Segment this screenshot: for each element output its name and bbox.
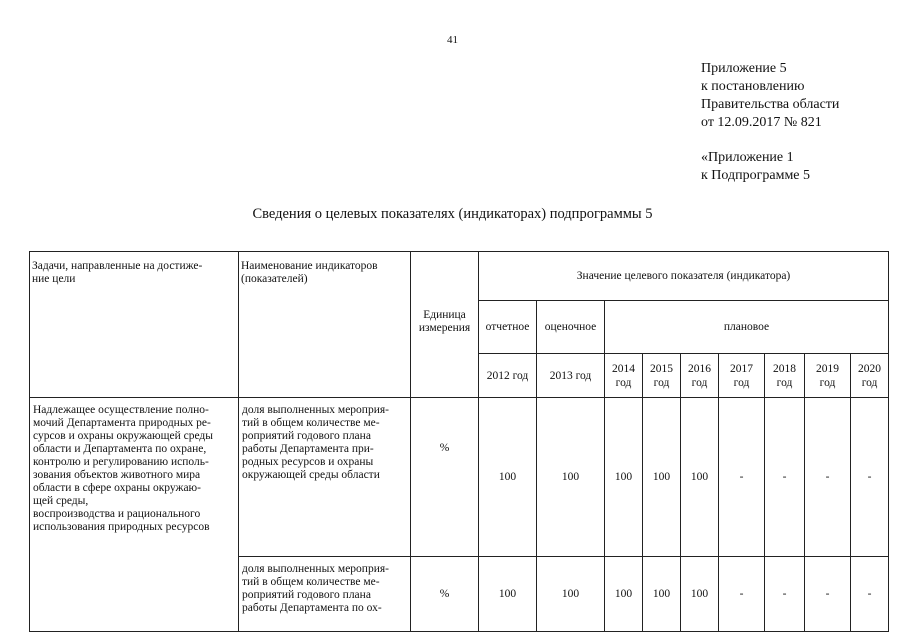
value-cell: 100 <box>643 398 681 557</box>
value-cell: 100 <box>537 557 605 632</box>
value-cell: - <box>719 557 765 632</box>
header-year: 2019 год <box>805 354 851 398</box>
header-unit: Единица измерения <box>411 252 479 398</box>
value-cell: 100 <box>643 557 681 632</box>
header-estimated: оценочное <box>537 301 605 354</box>
value-cell: - <box>805 398 851 557</box>
header-year: 2012 год <box>479 354 537 398</box>
value-cell: 100 <box>681 398 719 557</box>
appendix-line: Правительства области <box>701 97 840 112</box>
unit-cell: % <box>411 398 479 557</box>
task-cell: Надлежащее осуществление полно- мочий Департамента природных ре- сурсов и охраны окружающей среды области и Департамента по охране, контролю и регулированию исполь- зования объектов животного мира области в сфере охраны окружаю- щей среды, воспроизводства и рационального использования природных ресурсов <box>30 398 239 632</box>
value-cell: 100 <box>681 557 719 632</box>
header-year: 2015 год <box>643 354 681 398</box>
indicators-table <box>29 251 889 632</box>
indicator-cell: доля выполненных мероприя- тий в общем количестве ме- роприятий годового плана работы Департамента при- родных ресурсов и охраны окружающей среды области <box>239 398 411 557</box>
value-cell: 100 <box>605 398 643 557</box>
value-cell: - <box>719 398 765 557</box>
value-cell: 100 <box>605 557 643 632</box>
value-cell: - <box>851 398 889 557</box>
value-cell: - <box>805 557 851 632</box>
header-reported: отчетное <box>479 301 537 354</box>
value-cell: - <box>765 557 805 632</box>
appendix-line: от 12.09.2017 № 821 <box>701 115 822 130</box>
appendix-block <box>701 60 839 185</box>
header-year: 2018 год <box>765 354 805 398</box>
value-cell: - <box>765 398 805 557</box>
header-tasks: Задачи, направленные на достиже- ние цели <box>30 252 239 398</box>
header-year: 2013 год <box>537 354 605 398</box>
appendix-line: Приложение 5 <box>701 61 787 76</box>
value-cell: 100 <box>537 398 605 557</box>
appendix-line: к Подпрограмме 5 <box>701 168 811 183</box>
document-title: Сведения о целевых показателях (индикаторах) подпрограммы 5 <box>252 206 653 222</box>
header-year: 2014 год <box>605 354 643 398</box>
page-number: 41 <box>447 34 458 46</box>
appendix-line: к постановлению <box>701 79 805 94</box>
header-planned: плановое <box>605 301 889 354</box>
value-cell: 100 <box>479 398 537 557</box>
value-cell: - <box>851 557 889 632</box>
header-year: 2020 год <box>851 354 889 398</box>
unit-cell: % <box>411 557 479 632</box>
header-value-group: Значение целевого показателя (индикатора) <box>479 252 889 301</box>
table-row <box>30 398 889 557</box>
header-year: 2017 год <box>719 354 765 398</box>
header-indicators: Наименование индикаторов (показателей) <box>239 252 411 398</box>
indicator-cell: доля выполненных мероприя- тий в общем количестве ме- роприятий годового плана работы Департамента по ох- <box>239 557 411 632</box>
value-cell: 100 <box>479 557 537 632</box>
header-year: 2016 год <box>681 354 719 398</box>
appendix-line: «Приложение 1 <box>701 150 794 165</box>
